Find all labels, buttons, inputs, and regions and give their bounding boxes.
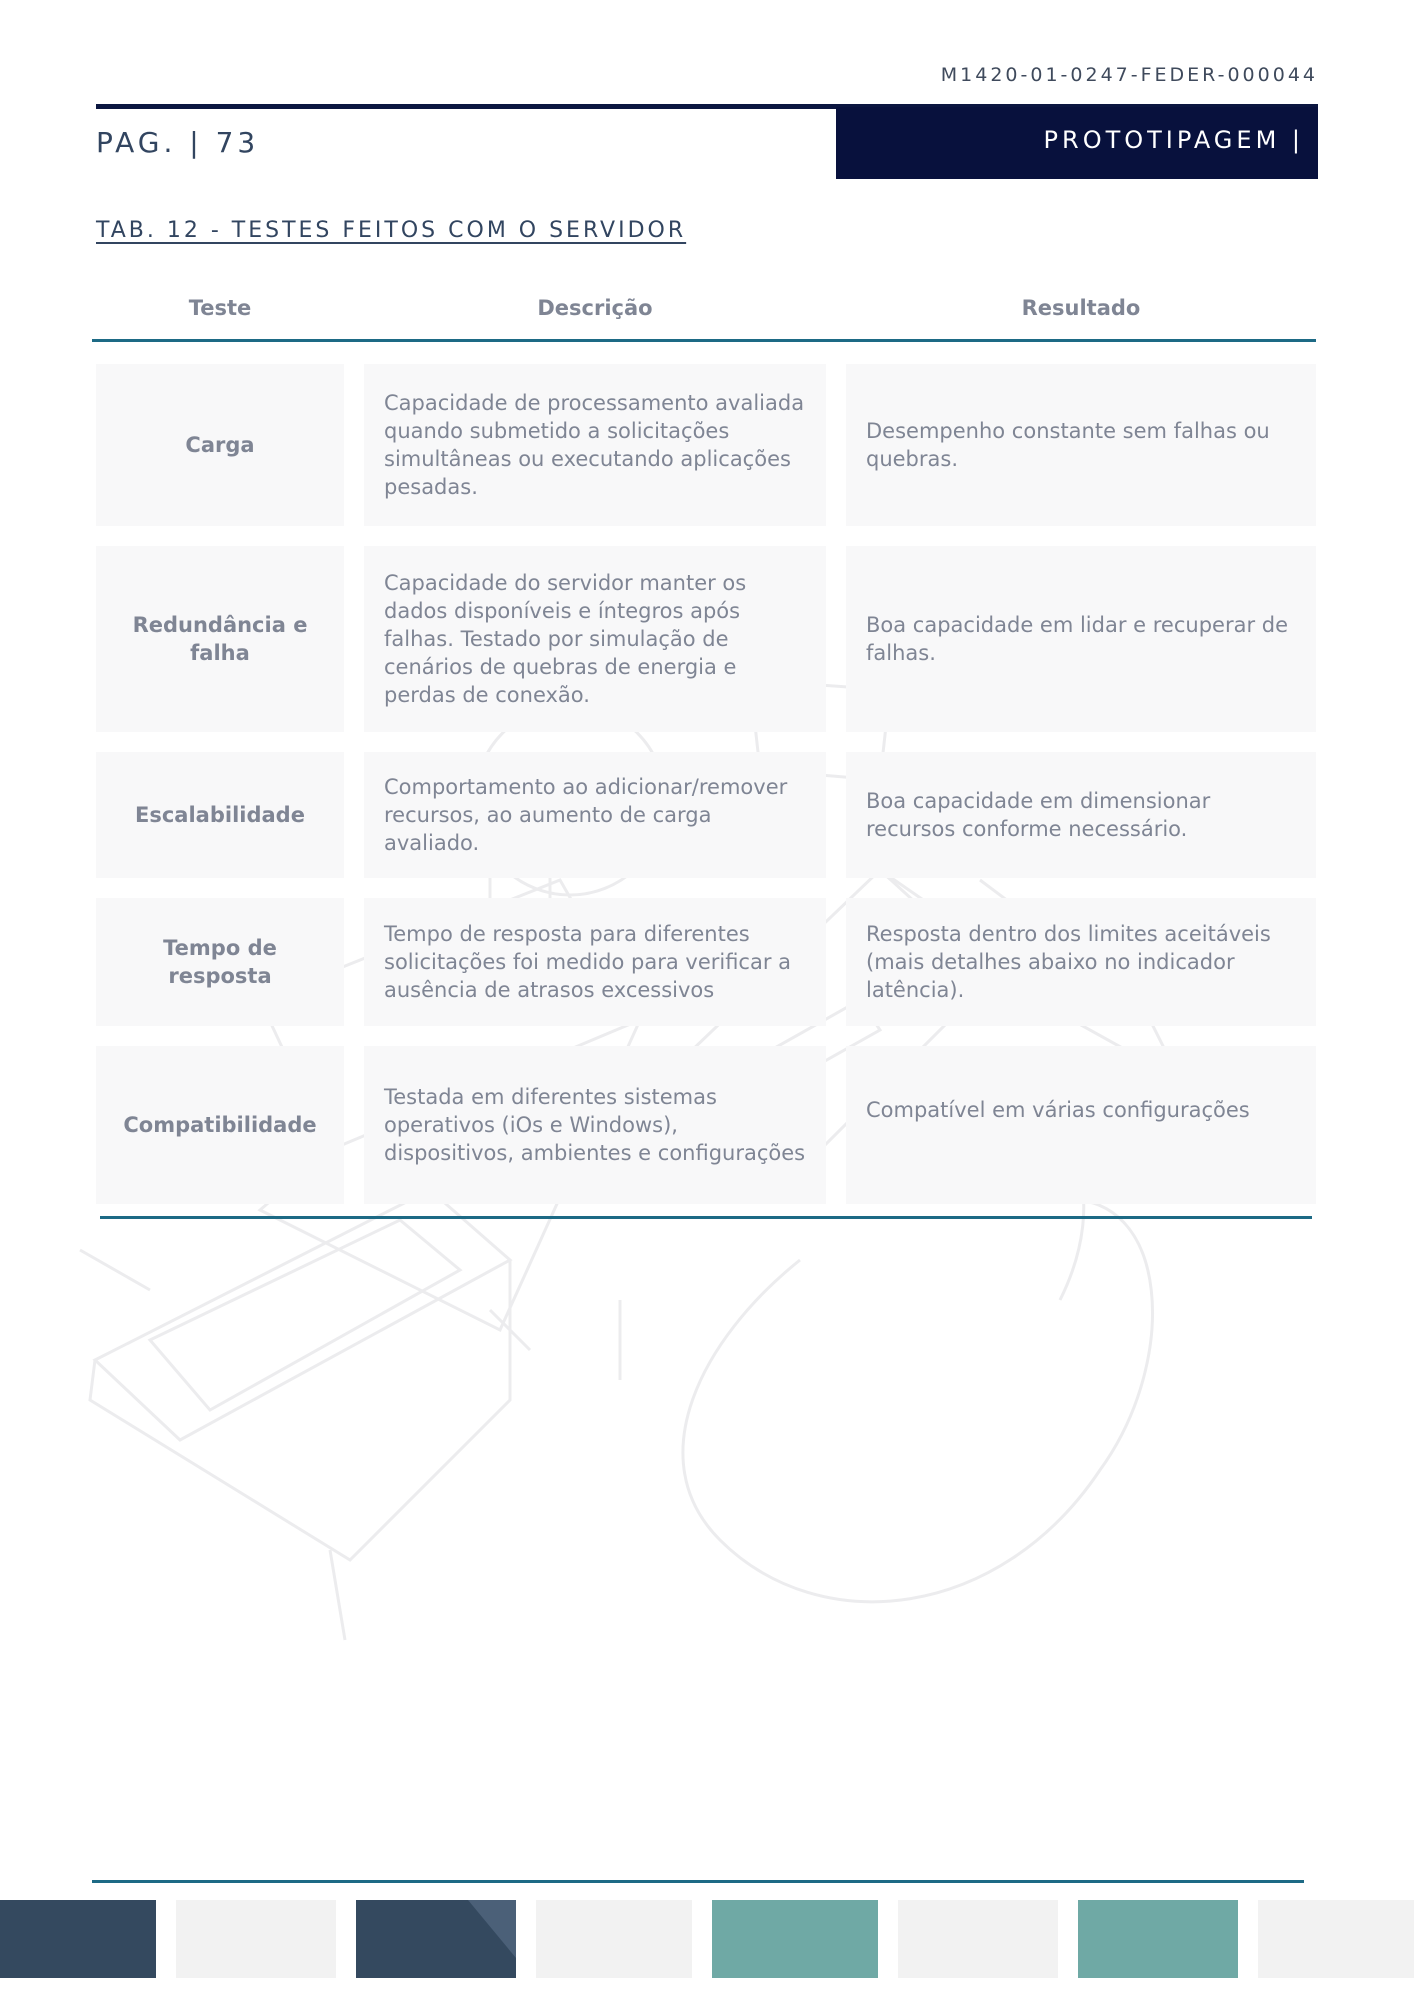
test-result: Desempenho constante sem falhas ou quebras. <box>866 419 1270 471</box>
footer-rule <box>92 1880 1304 1883</box>
table-cell-result <box>846 898 1316 1026</box>
test-name: Tempo de resposta <box>163 936 277 988</box>
table-cell-test <box>96 752 344 878</box>
table-cell-test <box>96 364 344 526</box>
footer-block <box>1078 1900 1238 1978</box>
test-result: Boa capacidade em lidar e recuperar de falhas. <box>866 613 1288 665</box>
test-description: Capacidade de processamento avaliada quando submetido a solicitações simultâneas ou executando aplicações pesadas. <box>384 391 805 499</box>
table-cell-description <box>364 898 826 1026</box>
table-cell-result <box>846 1046 1316 1204</box>
footer-block <box>176 1900 336 1978</box>
footer-block <box>0 1900 156 1978</box>
test-result: Compatível em várias configurações <box>866 1098 1250 1122</box>
test-name: Compatibilidade <box>123 1113 317 1137</box>
table-cell-description <box>364 546 826 732</box>
table-cell-result <box>846 546 1316 732</box>
footer-block <box>1258 1900 1414 1978</box>
test-description: Tempo de resposta para diferentes solicitações foi medido para verificar a ausência de atrasos excessivos <box>384 922 792 1002</box>
test-description: Capacidade do servidor manter os dados disponíveis e íntegros após falhas. Testado por simulação de cenários de quebras de energia e perdas de conexão. <box>384 571 747 707</box>
table-cell-result <box>846 364 1316 526</box>
table-cell-test <box>96 1046 344 1204</box>
column-header-teste: Teste <box>188 296 252 320</box>
footer-block <box>536 1900 692 1978</box>
table-cell-description <box>364 1046 826 1204</box>
table-cell-description <box>364 752 826 878</box>
footer-block <box>356 1900 516 1978</box>
table-cell-description <box>364 364 826 526</box>
test-result: Resposta dentro dos limites aceitáveis (mais detalhes abaixo no indicador latência). <box>866 922 1271 1002</box>
test-name: Carga <box>185 433 255 457</box>
section-title: PROTOTIPAGEM | <box>1043 126 1304 154</box>
document-code: M1420-01-0247-FEDER-000044 <box>940 64 1318 86</box>
test-description: Comportamento ao adicionar/remover recursos, ao aumento de carga avaliado. <box>384 775 788 855</box>
column-header-descricao: Descrição <box>537 296 653 320</box>
table-cell-test <box>96 898 344 1026</box>
page-number: PAG. | 73 <box>96 126 260 159</box>
table-cell-test <box>96 546 344 732</box>
table-cell-result <box>846 752 1316 878</box>
table-bottom-rule <box>100 1216 1312 1219</box>
test-result: Boa capacidade em dimensionar recursos conforme necessário. <box>866 789 1211 841</box>
test-name: Escalabilidade <box>135 803 305 827</box>
column-header-resultado: Resultado <box>1021 296 1141 320</box>
footer-corner-accent <box>356 1900 516 1978</box>
table-title: TAB. 12 - TESTES FEITOS COM O SERVIDOR <box>96 218 687 243</box>
footer-block <box>898 1900 1058 1978</box>
test-name: Redundância e falha <box>132 613 308 665</box>
footer-block <box>712 1900 878 1978</box>
test-description: Testada em diferentes sistemas operativos (iOs e Windows), dispositivos, ambientes e configurações <box>384 1085 806 1165</box>
table-header-rule <box>92 339 1316 342</box>
